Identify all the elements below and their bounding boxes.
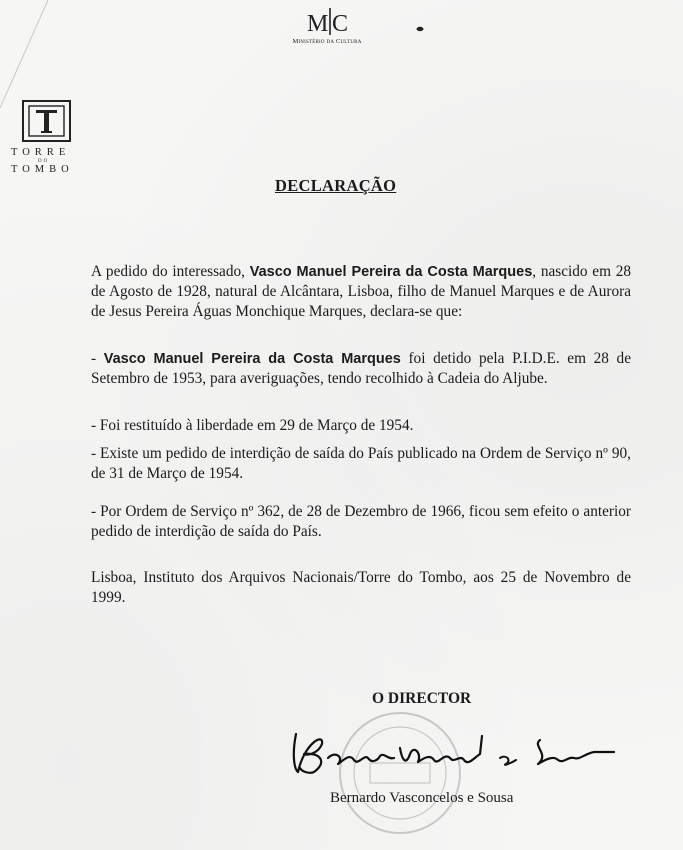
archive-name-connector: DO xyxy=(38,159,50,164)
intro-paragraph: A pedido do interessado, Vasco Manuel Pereira da Costa Marques, nascido em 28 de Agosto de 1928, natural de Alcântara, Lisboa, filho de Manuel Marques e de Aurora de Jesus Pereira Águas Monchique Marques, declara-se que: xyxy=(91,263,631,320)
director-signature xyxy=(284,714,624,784)
person-name: Vasco Manuel Pereira da Costa Marques xyxy=(103,351,401,367)
svg-text:M: M xyxy=(307,11,329,36)
statement-detention: - Vasco Manuel Pereira da Costa Marques foi detido pela P.I.D.E. em 28 de Setembro de 1953, para averiguações, tendo recolhido à Cadeia do Aljube. xyxy=(91,350,631,387)
signer-name: Bernardo Vasconcelos e Sousa xyxy=(330,790,514,806)
archive-name-line1: TORRE xyxy=(11,147,71,158)
svg-text:C: C xyxy=(332,11,349,36)
person-name: Vasco Manuel Pereira da Costa Marques xyxy=(249,264,533,280)
statement-release: - Foi restituído à liberdade em 29 de Março de 1954. xyxy=(91,417,414,434)
closing-place-date: Lisboa, Instituto dos Arquivos Nacionais/Torre do Tombo, aos 25 de Novembro de 1999. xyxy=(91,569,631,606)
document-title: DECLARAÇÃO xyxy=(275,176,397,195)
ink-mark xyxy=(416,26,424,32)
statement-travel-ban: - Existe um pedido de interdição de saída do País publicado na Ordem de Serviço nº 90, de 31 de Março de 1954. xyxy=(91,445,631,482)
ministry-name: Ministério da Cultura xyxy=(292,38,362,45)
statement-ban-revoked: - Por Ordem de Serviço nº 362, de 28 de Dezembro de 1966, ficou sem efeito o anterior pedido de interdição de saída do País. xyxy=(91,503,631,540)
director-title: O DIRECTOR xyxy=(372,690,472,707)
torre-do-tombo-logo xyxy=(22,100,72,142)
archive-name-line2: TOMBO xyxy=(11,164,74,175)
ministry-logo xyxy=(305,6,351,36)
paper-fold-mark xyxy=(0,0,50,110)
